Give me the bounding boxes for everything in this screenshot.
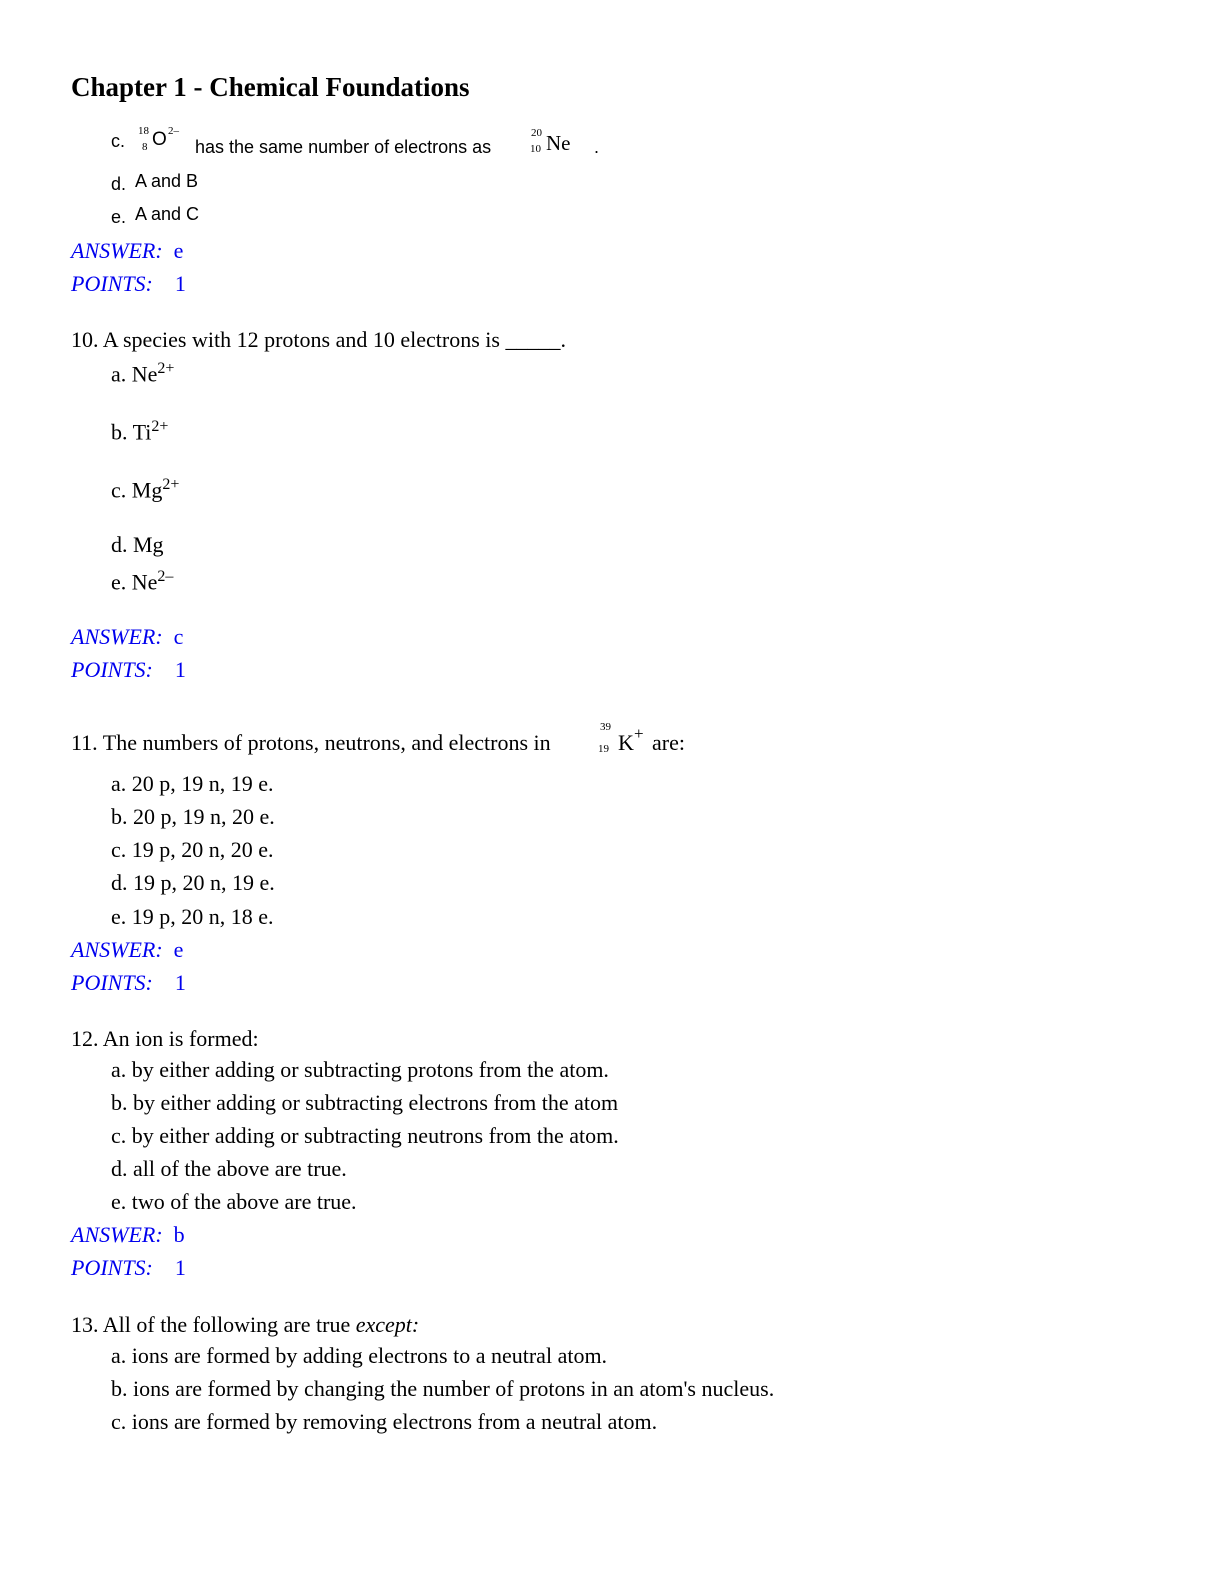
points-value: 1 — [174, 657, 186, 682]
points-label: POINTS: — [71, 657, 153, 682]
q13-stem-text: 13. All of the following are true — [71, 1312, 351, 1337]
q12-points — [71, 1255, 186, 1281]
oxygen-mass-number: 18 — [138, 125, 149, 137]
q9-option-d-text: A and B — [135, 171, 199, 191]
potassium-atomic-number: 19 — [598, 743, 609, 755]
option-label: b. — [111, 419, 128, 445]
ion-symbol: Ne — [131, 569, 158, 595]
q9-option-c-period: . — [594, 137, 600, 157]
points-label: POINTS: — [71, 1255, 153, 1280]
points-value: 1 — [174, 271, 186, 296]
oxygen-atomic-number: 8 — [142, 141, 148, 153]
potassium-mass-number: 39 — [600, 721, 611, 733]
q11-stem-end: are: — [652, 730, 685, 755]
potassium-charge: + — [634, 724, 644, 743]
q9-oxygen-isotope — [138, 126, 188, 156]
points-label: POINTS: — [71, 271, 153, 296]
answer-label: ANSWER: — [71, 624, 163, 649]
option-label: a. — [111, 361, 127, 387]
option-label: c. — [111, 477, 127, 503]
ion-symbol: Mg — [131, 477, 163, 503]
q13-option-c: c. ions are formed by removing electrons from a neutral atom. — [111, 1409, 658, 1434]
points-value: 1 — [174, 1255, 186, 1280]
q11-option-d: d. 19 p, 20 n, 19 e. — [111, 870, 275, 895]
q11-answer — [71, 937, 183, 963]
q9-option-e-text: A and C — [135, 204, 200, 224]
q9-option-e-label: e. — [111, 207, 127, 227]
ion-symbol: Ti — [132, 419, 152, 445]
answer-value: c — [173, 624, 184, 649]
q9-option-d-label: d. — [111, 174, 127, 194]
q13-option-b: b. ions are formed by changing the number of protons in an atom's nucleus. — [111, 1376, 775, 1401]
oxygen-symbol: O — [152, 129, 167, 150]
q13-stem-emphasis: except: — [355, 1312, 420, 1337]
option-label: e. — [111, 569, 127, 595]
ion-charge: 2+ — [157, 360, 175, 377]
q9-option-c-label: c. — [111, 131, 126, 151]
q9-answer — [71, 238, 183, 264]
ion-symbol: Ne — [131, 361, 158, 387]
q11-stem-start: 11. The numbers of protons, neutrons, and electrons in — [71, 730, 551, 755]
q9-points — [71, 271, 186, 297]
q11-option-b: b. 20 p, 19 n, 20 e. — [111, 804, 275, 829]
q12-option-b: b. by either adding or subtracting electrons from the atom — [111, 1090, 619, 1115]
ion-charge: 2+ — [162, 476, 180, 493]
answer-value: e — [173, 238, 184, 263]
q13-option-a: a. ions are formed by adding electrons to a neutral atom. — [111, 1343, 608, 1368]
q12-stem: 12. An ion is formed: — [71, 1026, 259, 1051]
q12-option-c: c. by either adding or subtracting neutrons from the atom. — [111, 1123, 619, 1148]
q10-option-b — [111, 418, 168, 445]
q10-points — [71, 657, 186, 683]
answer-value: e — [173, 937, 184, 962]
oxygen-charge: 2– — [168, 125, 179, 137]
q12-answer — [71, 1222, 185, 1248]
q11-potassium-isotope — [598, 722, 650, 758]
q12-option-a: a. by either adding or subtracting protons from the atom. — [111, 1057, 609, 1082]
ion-charge: 2+ — [151, 418, 169, 435]
page-title: Chapter 1 - Chemical Foundations — [71, 72, 470, 102]
q10-option-a — [111, 360, 174, 387]
q10-option-c — [111, 476, 179, 503]
q11-option-a: a. 20 p, 19 n, 19 e. — [111, 771, 274, 796]
neon-mass-number: 20 — [531, 127, 542, 139]
points-label: POINTS: — [71, 970, 153, 995]
answer-value: b — [173, 1222, 185, 1247]
answer-label: ANSWER: — [71, 238, 163, 263]
points-value: 1 — [174, 970, 186, 995]
q10-option-e — [111, 568, 173, 595]
q10-stem: 10. A species with 12 protons and 10 electrons is _____. — [71, 327, 566, 352]
q9-neon-isotope — [530, 128, 590, 158]
q10-option-d: d. Mg — [111, 532, 164, 557]
q9-option-c-text: has the same number of electrons as — [195, 137, 492, 157]
answer-label: ANSWER: — [71, 1222, 163, 1247]
q12-option-e: e. two of the above are true. — [111, 1189, 357, 1214]
potassium-symbol: K — [618, 730, 634, 755]
ion-charge: 2– — [157, 568, 174, 585]
q10-answer — [71, 624, 183, 650]
neon-symbol: Ne — [546, 131, 571, 155]
q11-option-c: c. 19 p, 20 n, 20 e. — [111, 837, 274, 862]
q11-option-e: e. 19 p, 20 n, 18 e. — [111, 904, 274, 929]
q13-stem — [71, 1312, 419, 1338]
q12-option-d: d. all of the above are true. — [111, 1156, 347, 1181]
answer-label: ANSWER: — [71, 937, 163, 962]
neon-atomic-number: 10 — [530, 143, 541, 155]
q11-points — [71, 970, 186, 996]
